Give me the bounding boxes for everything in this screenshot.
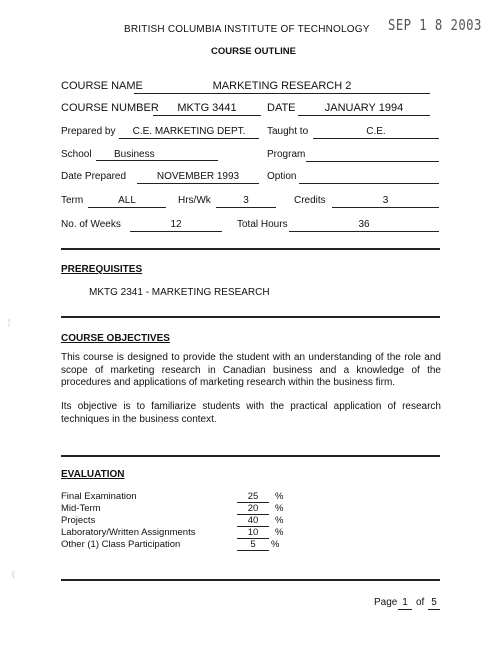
document-title: COURSE OUTLINE [211,46,296,57]
course-name-label: COURSE NAME [61,80,143,92]
program-field [306,149,439,162]
page-of-label: of [416,597,425,608]
taught-to-field: C.E. [313,126,439,139]
evaluation-item-label: Mid-Term [61,503,101,514]
evaluation-item-value: 40 [237,515,269,527]
scan-mark: ( [12,570,15,579]
evaluation-heading: EVALUATION [61,469,125,480]
credits-field: 3 [332,195,439,208]
section-divider [61,248,440,250]
option-field [299,171,439,184]
evaluation-item-value: 5 [237,539,269,551]
prepared-by-field: C.E. MARKETING DEPT. [119,126,259,139]
page-label: Page [374,597,398,608]
objectives-heading: COURSE OBJECTIVES [61,333,170,344]
term-field: ALL [88,195,166,208]
evaluation-item-unit: % [275,527,284,538]
hrs-wk-field: 3 [216,195,276,208]
scan-mark: ¦ [8,318,11,327]
received-date-stamp: SEP 1 8 2003 [388,16,482,34]
page-total: 5 [428,597,440,610]
option-label: Option [267,171,297,182]
evaluation-item-value: 10 [237,527,269,539]
evaluation-item-label: Other (1) Class Participation [61,539,181,550]
evaluation-item-unit: % [275,515,284,526]
school-label: School [61,149,92,160]
evaluation-item-value: 25 [237,491,269,503]
evaluation-item-label: Final Examination [61,491,137,502]
date-label: DATE [267,102,296,114]
evaluation-item-unit: % [275,491,284,502]
course-number-label: COURSE NUMBER [61,102,159,114]
evaluation-item-unit: % [271,539,280,550]
prepared-by-label: Prepared by [61,126,116,137]
total-hours-label: Total Hours [237,219,288,230]
course-number-field: MKTG 3441 [153,102,261,116]
objectives-paragraph-2: Its objective is to familiarize students with the practical application of research techniques in the business context. [61,401,441,425]
prerequisite-item: MKTG 2341 - MARKETING RESEARCH [89,287,270,298]
date-prepared-label: Date Prepared [61,171,127,182]
section-divider [61,579,440,581]
taught-to-label: Taught to [267,126,309,137]
evaluation-item-value: 20 [237,503,269,515]
term-label: Term [61,195,84,206]
weeks-field: 12 [130,219,222,232]
total-hours-field: 36 [289,219,439,232]
program-label: Program [267,149,306,160]
section-divider [61,316,440,318]
page-number: 1 [398,597,412,610]
credits-label: Credits [294,195,326,206]
evaluation-item-unit: % [275,503,284,514]
prerequisites-heading: PREREQUISITES [61,264,143,275]
section-divider [61,455,440,457]
evaluation-item-label: Projects [61,515,96,526]
objectives-paragraph-1: This course is designed to provide the student with an understanding of the role and scope of marketing research in Canadian business and a knowledge of the procedures and applications of marketing research within the business firm. [61,352,441,388]
date-field: JANUARY 1994 [298,102,430,116]
school-field: Business [96,149,218,161]
institution-name: BRITISH COLUMBIA INSTITUTE OF TECHNOLOGY [124,24,370,35]
weeks-label: No. of Weeks [61,219,121,230]
date-prepared-field: NOVEMBER 1993 [137,171,259,184]
course-name-field: MARKETING RESEARCH 2 [134,80,430,94]
hrs-wk-label: Hrs/Wk [178,195,211,206]
evaluation-item-label: Laboratory/Written Assignments [61,527,196,538]
